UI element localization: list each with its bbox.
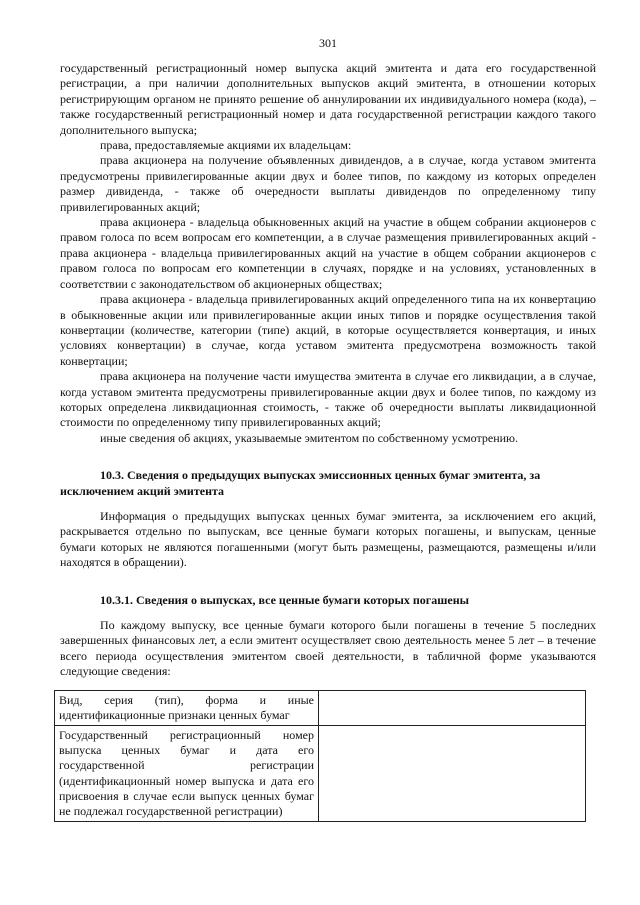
section-10-3-1-body: По каждому выпуску, все ценные бумаги которого были погашены в течение 5 последних завершенных финансовых лет, а если эмитент осуществляет свою деятельность менее 5 лет – в течение всего периода осуществления эмитентом своей деятельности, в табличной форме указываются следующие сведения: — [60, 618, 596, 679]
paragraph-voting-rights: права акционера - владельца обыкновенных акций на участие в общем собрании акционеров с правом голоса по всем вопросам его компетенции, а в случае размещения привилегированных акций - права акционера - владельца привилегированных акций на участие в общем собрании акционеров с правом голоса по вопросам его компетенции в случаях, порядке и на условиях, установленных в соответствии с законодательством об акционерных обществах; — [60, 215, 596, 291]
paragraph-conversion-rights: права акционера - владельца привилегированных акций определенного типа на их конвертацию в обыкновенные акции или привилегированные акции иных типов и порядке осуществления такой конвертации (количестве, категории (типе) акций, в которые осуществляется конвертация, и иных условиях конвертации) в случае, когда уставом эмитента предусмотрена возможность такой конвертации; — [60, 292, 596, 368]
paragraph-liquidation-rights: права акционера на получение части имущества эмитента в случае его ликвидации, а в случае, когда уставом эмитента предусмотрены привилегированные акции двух и более типов, по каждому из которых определена ликвидационная стоимость, - также об очередности выплаты ликвидационной стоимости по определенному типу привилегированных акций; — [60, 369, 596, 430]
table-row — [55, 690, 586, 725]
table-row-value — [319, 690, 586, 725]
securities-info-table — [54, 690, 586, 823]
section-10-3-body: Информация о предыдущих выпусках ценных бумаг эмитента, за исключением его акций, раскрывается отдельно по выпускам, все ценные бумаги которых погашены, и выпускам, ценные бумаги которых не являются погашенными (могут быть размещены, размещаются, размещены и/или находятся в обращении). — [60, 508, 596, 570]
table-row-value — [319, 726, 586, 822]
paragraph-other-info: иные сведения об акциях, указываемые эмитентом по собственному усмотрению. — [100, 430, 519, 445]
table-row-label: Государственный регистрационный номер выпуска ценных бумаг и дата его государственной регистрации (идентификационный номер выпуска и дата его присвоения в случае если выпуск ценных бумаг не подлежал государственной регистрации) — [55, 726, 319, 822]
paragraph-registration-number: государственный регистрационный номер выпуска акций эмитента и дата его государственной регистрации, а при наличии дополнительных выпусков акций эмитента, в отношении которых регистрирующим органом не принято решение об аннулировании их индивидуального номера (кода), – также государственный регистрационный номер и дата государственной регистрации каждого такого дополнительного выпуска; — [60, 61, 596, 137]
table-row-label: Вид, серия (тип), форма и иные идентификационные признаки ценных бумаг — [55, 690, 319, 725]
table-row — [55, 726, 586, 822]
paragraph-rights-intro: права, предоставляемые акциями их владельцам: — [100, 138, 352, 153]
paragraph-dividend-rights: права акционера на получение объявленных дивидендов, а в случае, когда уставом эмитента предусмотрены привилегированные акции двух и более типов, по каждому из которых определен размер дивиденда, - также об очередности выплаты дивидендов по определенному типу привилегированных акций; — [60, 153, 596, 214]
section-10-3-1-heading: 10.3.1. Сведения о выпусках, все ценные бумаги которых погашены — [100, 592, 469, 607]
page-number: 301 — [319, 36, 337, 50]
section-10-3-heading: 10.3. Сведения о предыдущих выпусках эмиссионных ценных бумаг эмитента, за исключением акций эмитента — [60, 468, 541, 498]
